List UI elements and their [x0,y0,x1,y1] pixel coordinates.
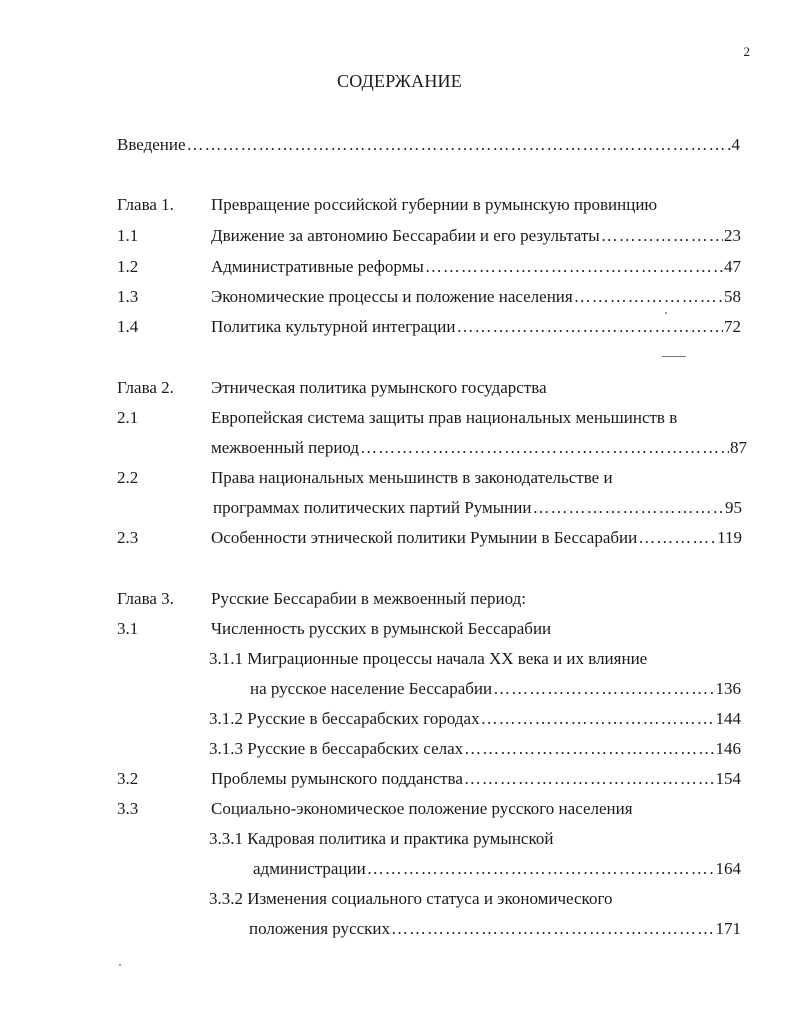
leader-dots [481,707,715,731]
toc-entry-3-3-1-line2[interactable] [0,857,799,881]
toc-entry-1-4[interactable] [0,315,799,339]
toc-entry-2-2-line2[interactable] [0,496,799,520]
toc-entry-2-3[interactable] [0,526,799,550]
section-title-continued: программах политических партий Румынии [213,498,532,517]
page-title: СОДЕРЖАНИЕ [337,71,462,91]
leader-dots [601,224,723,248]
toc-entry-3-2[interactable] [0,767,799,791]
section-number: 3.3 [117,799,139,818]
section-number: 2.2 [117,468,139,487]
subsection-title: 3.1.3 Русские в бессарабских селах [209,739,464,758]
leader-dots [391,917,715,941]
leader-dots [367,857,715,881]
toc-entry-3-1[interactable] [0,617,799,641]
toc-entry-1-1[interactable] [0,224,799,248]
section-title: Проблемы румынского подданства [211,769,463,788]
toc-entry-1-2[interactable] [0,255,799,279]
toc-entry-label: Введение [117,135,186,154]
section-title: Права национальных меньшинств в законодательстве и [211,468,613,487]
toc-page-ref: 154 [715,769,741,788]
leader-dots [187,133,731,157]
section-number: 1.4 [117,317,139,336]
section-number: 3.2 [117,769,139,788]
toc-chapter-2[interactable] [0,376,799,400]
toc-page-ref: 58 [724,287,741,306]
toc-chapter-1[interactable] [0,193,799,217]
toc-entry-3-3-1-line1[interactable] [0,827,799,851]
page-number: 2 [743,44,750,59]
subsection-title: 3.1.1 Миграционные процессы начала XX века и их влияние [209,649,648,668]
toc-entry-2-1-line1[interactable] [0,406,799,430]
section-title: Экономические процессы и положение населения [211,287,573,306]
toc-page-ref: 4 [731,135,740,154]
toc-entry-2-2-line1[interactable] [0,466,799,490]
toc-page-ref: 23 [724,226,741,245]
leader-dots [464,767,715,791]
section-title: Европейская система защиты прав национальных меньшинств в [211,408,678,427]
section-title-continued: межвоенный период [211,438,360,457]
toc-page-ref: 164 [715,859,741,878]
chapter-title: Русские Бессарабии в межвоенный период: [211,589,526,608]
section-number: 1.1 [117,226,139,245]
subsection-title: 3.3.2 Изменения социального статуса и экономического [209,889,613,908]
section-title: Особенности этнической политики Румынии в Бессарабии [211,528,638,547]
chapter-label: Глава 3. [117,589,174,608]
toc-entry-3-3[interactable] [0,797,799,821]
toc-page-ref: 95 [725,498,742,517]
subsection-title-continued: администрации [253,859,366,878]
toc-page-ref: 87 [730,438,747,457]
toc-page-ref: 72 [724,317,741,336]
toc-entry-3-1-1-line1[interactable] [0,647,799,671]
toc-page-ref: 47 [724,257,741,276]
toc-entry-3-1-1-line2[interactable] [0,677,799,701]
section-number: 2.3 [117,528,139,547]
section-number: 2.1 [117,408,139,427]
toc-page-ref: 171 [715,919,741,938]
chapter-label: Глава 2. [117,378,174,397]
toc-page-ref: 144 [715,709,741,728]
chapter-title: Этническая политика румынского государства [211,378,547,397]
chapter-label: Глава 1. [117,195,174,214]
leader-dots [464,737,714,761]
leader-dots [638,526,716,550]
toc-entry-3-1-3[interactable] [0,737,799,761]
toc-entry-3-3-2-line1[interactable] [0,887,799,911]
toc-entry-2-1-line2[interactable] [0,436,799,460]
toc-entry-intro[interactable] [0,133,799,157]
leader-dots [532,496,724,520]
leader-dots [493,677,714,701]
subsection-title-continued: на русское население Бессарабии [250,679,493,698]
leader-dots [574,285,723,309]
subsection-title-continued: положения русских [249,919,390,938]
section-number: 1.3 [117,287,139,306]
section-number: 3.1 [117,619,139,638]
section-title: Движение за автономию Бессарабии и его результаты [211,226,600,245]
leader-dots [425,255,723,279]
toc-entry-1-3[interactable] [0,285,799,309]
scan-speck [665,312,667,314]
toc-chapter-3[interactable] [0,587,799,611]
toc-entry-3-1-2[interactable] [0,707,799,731]
toc-page-ref: 119 [717,528,742,547]
toc-entry-3-3-2-line2[interactable] [0,917,799,941]
subsection-title: 3.1.2 Русские в бессарабских городах [209,709,480,728]
chapter-title: Превращение российской губернии в румынскую провинцию [211,195,658,214]
toc-page-ref: 146 [715,739,741,758]
subsection-title: 3.3.1 Кадровая политика и практика румынской [209,829,554,848]
section-number: 1.2 [117,257,139,276]
leader-dots [456,315,723,339]
section-title: Политика культурной интеграции [211,317,456,336]
leader-dots [360,436,729,460]
section-title: Социально-экономическое положение русского населения [211,799,633,818]
section-title: Административные реформы [211,257,424,276]
toc-page-ref: 136 [715,679,741,698]
scan-speck [662,356,686,357]
section-title: Численность русских в румынской Бессарабии [211,619,552,638]
scan-speck [119,964,121,966]
